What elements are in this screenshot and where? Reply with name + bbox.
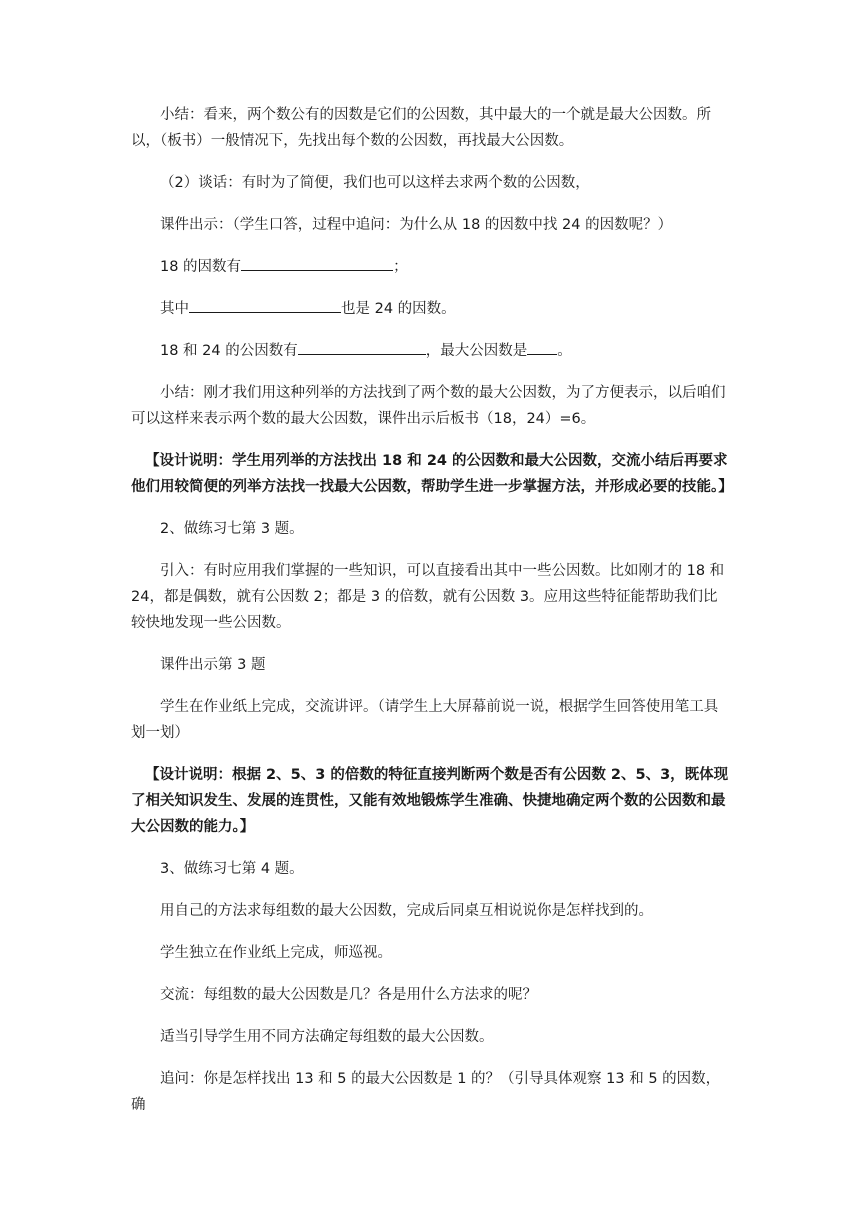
fill-blank-text: ，最大公因数是 bbox=[425, 343, 528, 359]
talk-paragraph: （2）谈话：有时为了简便，我们也可以这样去求两个数的公因数， bbox=[160, 175, 590, 191]
fill-blank-text: 也是 24 的因数。 bbox=[341, 301, 456, 317]
fill-blank-text: 其中 bbox=[160, 301, 189, 317]
answer-blank bbox=[527, 339, 557, 355]
exchange-paragraph: 交流：每组数的最大公因数是几？各是用什么方法求的呢？ bbox=[160, 987, 537, 1003]
follow-up-paragraph: 追问：你是怎样找出 13 和 5 的最大公因数是 1 的？（引导具体观察 13 和 5 的因数，确 bbox=[131, 1071, 721, 1113]
fill-blank-text: 18 的因数有 bbox=[160, 259, 242, 275]
design-note-2: 【设计说明：根据 2、5、3 的倍数的特征直接判断两个数是否有公因数 2、5、3，既体现了相关知识发生、发展的连贯性，又能有效地锻炼学生准确、快捷地确定两个数的公因数和最大公因数的能力。】 bbox=[131, 767, 729, 835]
instruction-paragraph: 用自己的方法求每组数的最大公因数，完成后同桌互相说说你是怎样找到的。 bbox=[160, 903, 653, 919]
answer-blank bbox=[241, 255, 393, 271]
document-body bbox=[131, 102, 731, 1134]
fill-blank-line-1 bbox=[131, 254, 731, 280]
fill-blank-text: ； bbox=[393, 259, 408, 275]
student-work-paragraph: 学生在作业纸上完成，交流讲评。（请学生上大屏幕前说一说，根据学生回答使用笔工具划一划） bbox=[131, 699, 719, 741]
courseware-item-3: 课件出示第 3 题 bbox=[160, 657, 266, 673]
answer-blank bbox=[189, 297, 341, 313]
summary-paragraph-2: 小结：刚才我们用这种列举的方法找到了两个数的最大公因数，为了方便表示，以后咱们可以这样来表示两个数的最大公因数，课件出示后板书（18，24）=6。 bbox=[131, 385, 726, 427]
fill-blank-line-3 bbox=[131, 338, 731, 364]
answer-blank bbox=[298, 339, 426, 355]
exercise-heading-3: 2、做练习七第 3 题。 bbox=[160, 521, 304, 537]
fill-blank-line-2 bbox=[131, 296, 731, 322]
fill-blank-text: 。 bbox=[557, 343, 572, 359]
exercise-heading-4: 3、做练习七第 4 题。 bbox=[160, 861, 304, 877]
fill-blank-text: 18 和 24 的公因数有 bbox=[160, 343, 298, 359]
courseware-paragraph: 课件出示：（学生口答，过程中追问：为什么从 18 的因数中找 24 的因数呢？） bbox=[160, 217, 673, 233]
summary-paragraph-1: 小结：看来，两个数公有的因数是它们的公因数，其中最大的一个就是最大公因数。所以，（板书）一般情况下，先找出每个数的公因数，再找最大公因数。 bbox=[131, 107, 711, 149]
design-note-1: 【设计说明：学生用列举的方法找出 18 和 24 的公因数和最大公因数，交流小结后再要求他们用较简便的列举方法找一找最大公因数，帮助学生进一步掌握方法，并形成必要的技能。】 bbox=[131, 453, 733, 495]
intro-paragraph: 引入：有时应用我们掌握的一些知识，可以直接看出其中一些公因数。比如刚才的 18 和 24，都是偶数，就有公因数 2；都是 3 的倍数，就有公因数 3。应用这些特征能帮助我们比较快地发现一些公因数。 bbox=[131, 563, 725, 631]
guidance-paragraph: 适当引导学生用不同方法确定每组数的最大公因数。 bbox=[160, 1029, 494, 1045]
independent-work-paragraph: 学生独立在作业纸上完成，师巡视。 bbox=[160, 945, 392, 961]
